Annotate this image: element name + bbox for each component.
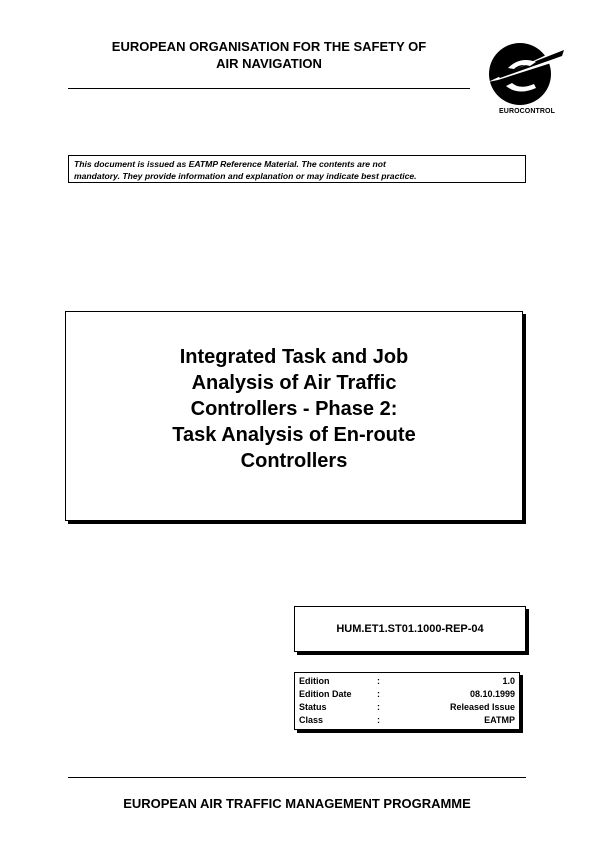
notice-line-1: This document is issued as EATMP Reference Material. The contents are not — [74, 159, 386, 169]
organisation-title-line-2: AIR NAVIGATION — [216, 56, 322, 71]
reference-material-notice — [68, 155, 526, 183]
status-separator: : — [377, 702, 380, 712]
organisation-title-line-1: EUROPEAN ORGANISATION FOR THE SAFETY OF — [111, 39, 427, 54]
title-line-1: Integrated Task and Job — [179, 346, 409, 368]
title-line-5: Controllers — [240, 450, 348, 472]
logo-label: EUROCONTROL — [499, 108, 555, 115]
class-separator: : — [377, 715, 380, 725]
document-reference-box — [294, 606, 526, 652]
status-value: Released Issue — [449, 702, 515, 712]
document-title-box — [65, 311, 523, 521]
edition-row — [299, 675, 515, 688]
edition-date-value: 08.10.1999 — [469, 689, 515, 699]
class-label: Class — [299, 715, 324, 725]
document-reference: HUM.ET1.ST01.1000-REP-04 — [336, 623, 484, 635]
edition-separator: : — [377, 676, 380, 686]
notice-line-2: mandatory. They provide information and explanation or may indicate best practice. — [74, 171, 417, 181]
title-line-3: Controllers - Phase 2: — [190, 398, 398, 420]
edition-date-row — [299, 688, 515, 701]
title-line-4: Task Analysis of En-route — [172, 424, 416, 446]
edition-info-box — [294, 672, 520, 730]
edition-date-label: Edition Date — [299, 689, 352, 699]
class-row — [299, 714, 515, 727]
programme-title: EUROPEAN AIR TRAFFIC MANAGEMENT PROGRAMME — [123, 796, 471, 811]
edition-value: 1.0 — [502, 676, 515, 686]
eurocontrol-logo-icon — [484, 36, 570, 108]
title-line-2: Analysis of Air Traffic — [191, 372, 397, 394]
header-divider — [68, 88, 470, 89]
edition-date-separator: : — [377, 689, 380, 699]
status-row — [299, 701, 515, 714]
document-title — [66, 344, 522, 474]
footer-divider — [68, 777, 526, 778]
eurocontrol-logo — [484, 36, 570, 120]
status-label: Status — [299, 702, 327, 712]
class-value: EATMP — [484, 715, 515, 725]
organisation-title — [68, 38, 470, 72]
edition-label: Edition — [299, 676, 330, 686]
